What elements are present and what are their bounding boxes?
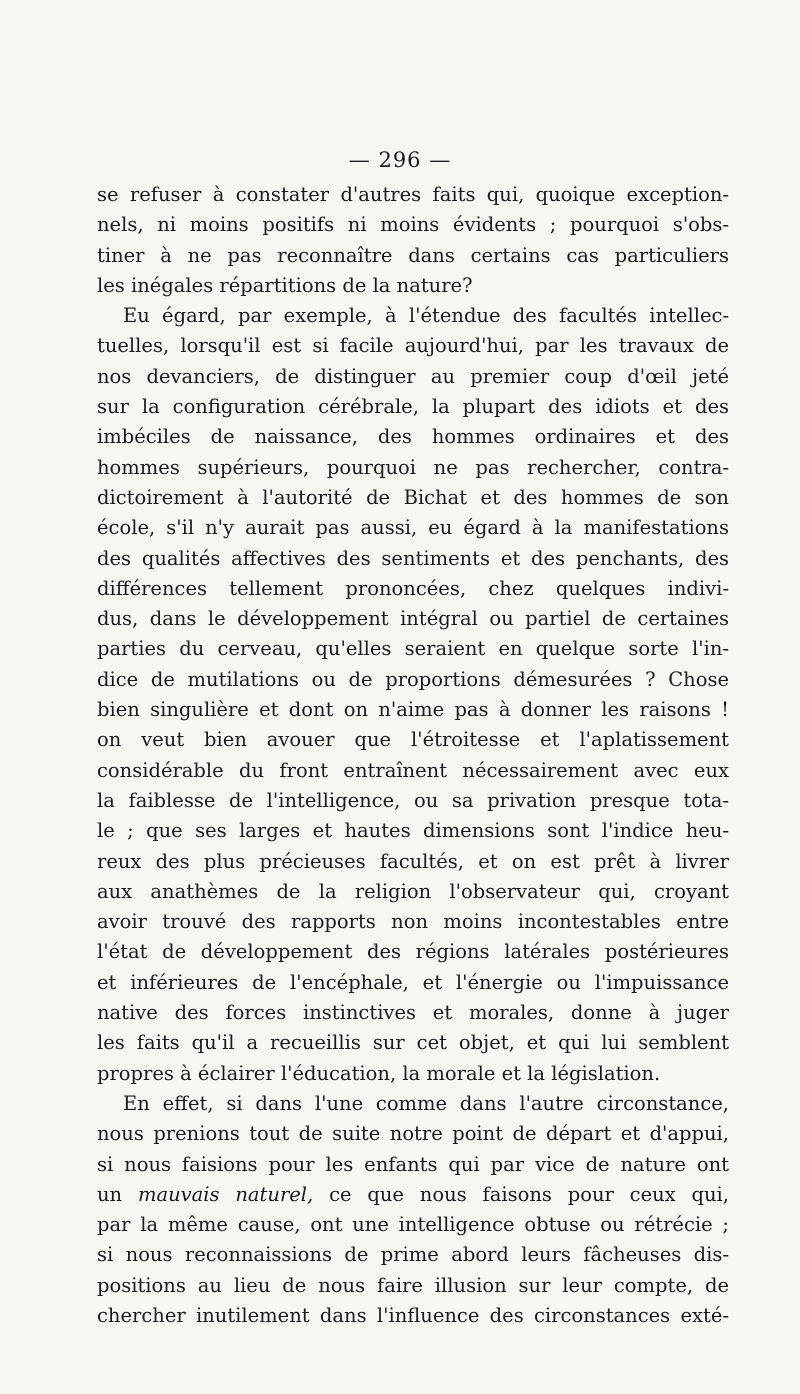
- text-line: positions au lieu de nous faire illusion sur leur compte, de: [97, 1273, 729, 1297]
- text-line: on veut bien avouer que l'étroitesse et l'aplatissement: [97, 728, 729, 752]
- text-line: les inégales répartitions de la nature?: [97, 273, 473, 297]
- text-line: et inférieures de l'encéphale, et l'énergie ou l'impuissance: [97, 970, 729, 994]
- text-line: par la même cause, ont une intelligence obtuse ou rétrécie ;: [97, 1213, 729, 1237]
- text-line: les faits qu'il a recueillis sur cet objet, et qui lui semblent: [97, 1031, 729, 1055]
- text-line: l'état de développement des régions latérales postérieures: [97, 940, 729, 964]
- text-line: En effet, si dans l'une comme dans l'autre circonstance,: [123, 1091, 729, 1115]
- text-line: native des forces instinctives et morales, donne à juger: [97, 1001, 729, 1025]
- text-line: dice de mutilations ou de proportions démesurées ? Chose: [97, 667, 729, 691]
- text-line: tuelles, lorsqu'il est si facile aujourd'hui, par les travaux de: [97, 334, 729, 358]
- text-line: dictoirement à l'autorité de Bichat et des hommes de son: [97, 485, 729, 509]
- text-line: reux des plus précieuses facultés, et on est prêt à livrer: [97, 849, 729, 873]
- text-line-italic-phrase: [97, 1180, 729, 1210]
- text-line: si nous reconnaissions de prime abord leurs fâcheuses dis-: [97, 1243, 729, 1267]
- text-segment: un: [97, 1182, 138, 1206]
- text-line: aux anathèmes de la religion l'observateur qui, croyant: [97, 879, 729, 903]
- text-line: parties du cerveau, qu'elles seraient en quelque sorte l'in-: [97, 637, 729, 661]
- page-number: — 296 —: [348, 148, 452, 172]
- text-segment: ce que nous faisons pour ceux qui,: [313, 1182, 729, 1206]
- text-line: nos devanciers, de distinguer au premier coup d'œil jeté: [97, 364, 729, 388]
- text-line: le ; que ses larges et hautes dimensions sont l'indice heu-: [97, 819, 729, 843]
- text-line: nous prenions tout de suite notre point de départ et d'appui,: [97, 1122, 729, 1146]
- text-line: si nous faisions pour les enfants qui par vice de nature ont: [97, 1152, 729, 1176]
- text-line: sur la configuration cérébrale, la plupart des idiots et des: [97, 395, 729, 419]
- italic-phrase: mauvais naturel,: [137, 1182, 314, 1206]
- text-line: avoir trouvé des rapports non moins incontestables entre: [97, 910, 729, 934]
- text-line: dus, dans le développement intégral ou partiel de certaines: [97, 607, 729, 631]
- text-line: différences tellement prononcées, chez quelques indivi-: [97, 576, 729, 600]
- text-line: chercher inutilement dans l'influence des circonstances exté-: [97, 1303, 729, 1327]
- text-line: se refuser à constater d'autres faits qui, quoique exception-: [97, 183, 729, 206]
- text-line: bien singulière et dont on n'aime pas à donner les raisons !: [97, 698, 729, 722]
- text-line: considérable du front entraînent nécessairement avec eux: [97, 758, 729, 782]
- text-line: école, s'il n'y aurait pas aussi, eu égard à la manifestations: [97, 516, 729, 540]
- body-text: [97, 180, 729, 1331]
- text-line: imbéciles de naissance, des hommes ordinaires et des: [97, 425, 729, 449]
- text-line: Eu égard, par exemple, à l'étendue des facultés intellec-: [123, 304, 729, 328]
- text-line: hommes supérieurs, pourquoi ne pas rechercher, contra-: [97, 455, 729, 479]
- text-line: nels, ni moins positifs ni moins évidents ; pourquoi s'obs-: [97, 213, 729, 237]
- text-line: des qualités affectives des sentiments et des penchants, des: [97, 546, 729, 570]
- text-line: la faiblesse de l'intelligence, ou sa privation presque tota-: [97, 788, 729, 812]
- text-line: tiner à ne pas reconnaître dans certains cas particuliers: [97, 243, 729, 267]
- text-line: propres à éclairer l'éducation, la morale et la législation.: [97, 1061, 661, 1085]
